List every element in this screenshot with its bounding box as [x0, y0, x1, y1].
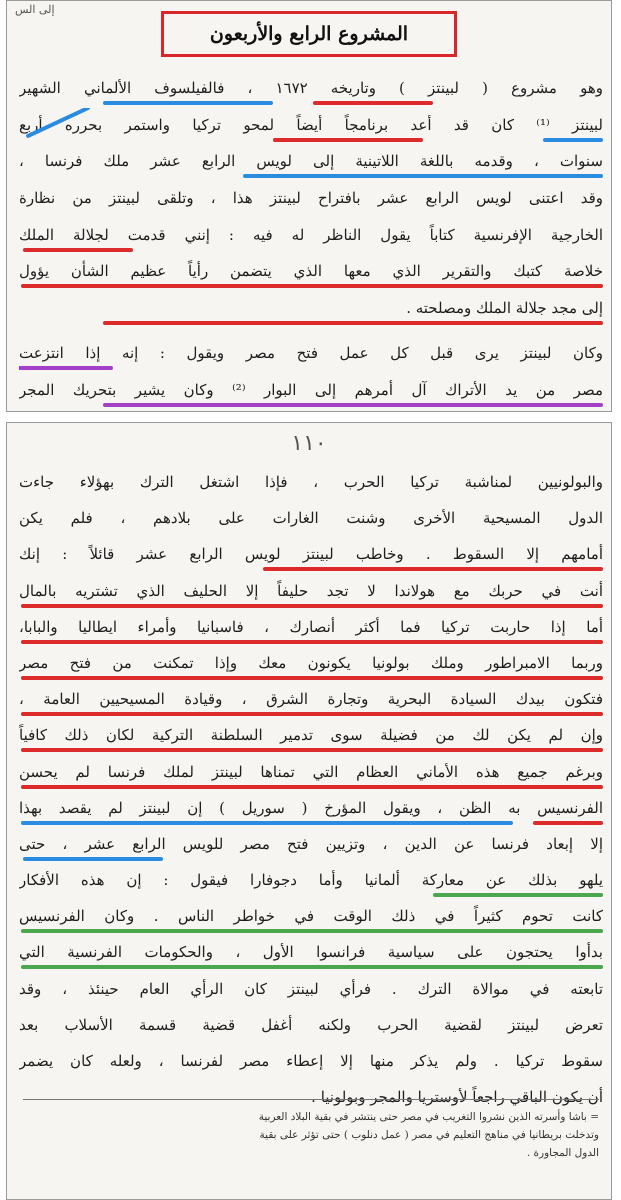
- text-line: الخارجية الإفرنسية كتاباً يقول الناظر له فيه : إنني قدمت لجلالة الملك: [19, 218, 603, 255]
- footnote-line: الدول المجاورة .: [526, 1147, 599, 1159]
- page-number: ١١٠: [291, 431, 327, 456]
- text-line: وقد اعتنى لويس الرابع عشر بافتراح لبينتز هذا ، وتلقى لبينتز من نظارة: [19, 189, 603, 208]
- text-line: تابعته في موالاة الترك . فرأي لبينتز كان الرأي العام حينئذ ، وقد: [19, 979, 603, 998]
- footnote: [23, 1099, 599, 1162]
- text-line: أمامهم إلا السقوط . وخاطب لبينتز لويس الرابع عشر قائلاً : إنك: [19, 537, 603, 573]
- chapter-title-box: [161, 11, 457, 57]
- blue-underline: [23, 857, 163, 861]
- red-underline: [273, 138, 423, 142]
- red-underline: [21, 604, 603, 608]
- text-line: سنوات ، وقدمه باللغة اللاتينية إلى لويس الرابع عشر ملك فرنسا ،: [19, 144, 603, 181]
- corner-text: إلى الس: [15, 3, 55, 16]
- red-underline: [23, 248, 133, 252]
- purple-underline: [19, 366, 113, 370]
- text-line: يلهو بذلك عن معاركة ألمانيا وأما دجوفارا فيقول : إن هذه الأفكار: [19, 863, 603, 899]
- bottom-page-scan: [6, 422, 612, 1200]
- red-underline: [21, 640, 603, 644]
- green-underline: [433, 893, 603, 897]
- red-underline: [103, 321, 603, 325]
- text-line: سقوط تركيا . ولم يذكر منها إلا إعطاء مصر لفرنسا ، ولعله كان يضمر: [19, 1052, 603, 1070]
- text-line: إلى مجد جلالة الملك ومصلحته .: [19, 291, 603, 328]
- blue-underline: [103, 101, 273, 105]
- text-line: الدول المسيحية الأخرى وشنت الغارات على بلادهم ، فلم يكن: [19, 509, 603, 528]
- text-line: أن يكون الباقي راجعاً لأوستريا والمجر وبولونيا .: [311, 1088, 603, 1107]
- red-underline: [21, 785, 603, 789]
- red-underline: [21, 284, 603, 288]
- text-line: فتكون بيدك السيادة البحرية وتجارة الشرق ، وقيادة المسيحيين العامة ،: [19, 682, 603, 718]
- text-line: أنت في حربك مع هولاندا لا تجد حليفاً إلا الحليف الذي تشتريه بالمال: [19, 574, 603, 610]
- text-line: أما إذا حاربت تركيا فما أكثر أنصارك ، فاسبانيا وأمراء ايطاليا والبابا،: [19, 610, 603, 646]
- blue-underline: [243, 174, 603, 178]
- text-line: كانت تحوم كثيراً في ذلك الوقت في خواطر الناس . وكان الفرنسيس: [19, 899, 603, 935]
- bottom-page-text: [19, 465, 603, 1116]
- chapter-title: المشروع الرابع والأربعون: [209, 23, 409, 45]
- blue-underline: [21, 821, 513, 825]
- text-line: وإن لم يكن لك من فضيلة سوى تدمير السلطنة التركية لكان ذلك كافياً: [19, 718, 603, 754]
- text-line: وهو مشروع ( لبينتز ) وتاريخه ١٦٧٢ ، فالفيلسوف الألماني الشهير: [19, 71, 603, 108]
- red-underline: [21, 748, 603, 752]
- text-line: وربما الامبراطور وملك بولونيا يكونون معك وإذا تمكنت من فتح مصر: [19, 646, 603, 682]
- text-line: والبولونيين لمناشبة تركيا الحرب ، فإذا اشتغل الترك بهؤلاء جاءت: [19, 473, 603, 491]
- blue-underline: [543, 138, 603, 142]
- text-line: وكان لبينتز يرى قبل كل عمل فتح مصر ويقول : إنه إذا انتزعت: [19, 336, 603, 373]
- text-line: الفرنسيس به الظن ، ويقول المؤرخ ( سوريل ) إن لبينتز لم يقصد بهذا: [19, 791, 603, 827]
- red-underline: [263, 567, 603, 571]
- red-underline: [313, 101, 433, 105]
- text-line: مصر من يد الأتراك آل أمرهم إلى البوار ⁽²⁾ وكان يشير بتحريك المجر: [19, 373, 603, 410]
- top-page-scan: [6, 0, 612, 412]
- top-page-text: [19, 71, 603, 409]
- green-underline: [21, 929, 603, 933]
- red-underline: [533, 821, 603, 825]
- purple-underline: [103, 403, 603, 407]
- text-line: لبينتز ⁽¹⁾ كان قد أعد برنامجاً أيضاً لمحو تركيا واستمر بحرره أربع: [19, 108, 603, 145]
- text-line: بدأوا يحتجون على سياسية فرانسوا الأول ، والحكومات الفرنسية التي: [19, 935, 603, 971]
- text-line: خلاصة كتبك والتقرير الذي معها الذي يتضمن رأياً عظيم الشأن يؤول: [19, 254, 603, 291]
- green-underline: [21, 965, 603, 969]
- text-line: وبرغم جميع هذه الأماني العظام التي تمناها لبينتز لملك فرنسا لم يحسن: [19, 755, 603, 791]
- red-underline: [21, 676, 603, 680]
- footnote-line: وتدخلت بريطانيا في مناهج التعليم في مصر ( عمل دنلوب ) حتى تؤثر على بقية: [259, 1129, 599, 1141]
- footnote-line: = باشا وأسرته الذين نشروا التغريب في مصر حتى ينتشر في بقية البلاد العربية: [258, 1111, 599, 1123]
- red-underline: [21, 712, 603, 716]
- text-line: إلا إبعاد فرنسا عن الدين ، وتزيين فتح مصر للويس الرابع عشر ، حتى: [19, 827, 603, 863]
- text-line: تعرض لبينتز لقضية الحرب ولكنه أغفل قضية قسمة الأسلاب بعد: [19, 1015, 603, 1034]
